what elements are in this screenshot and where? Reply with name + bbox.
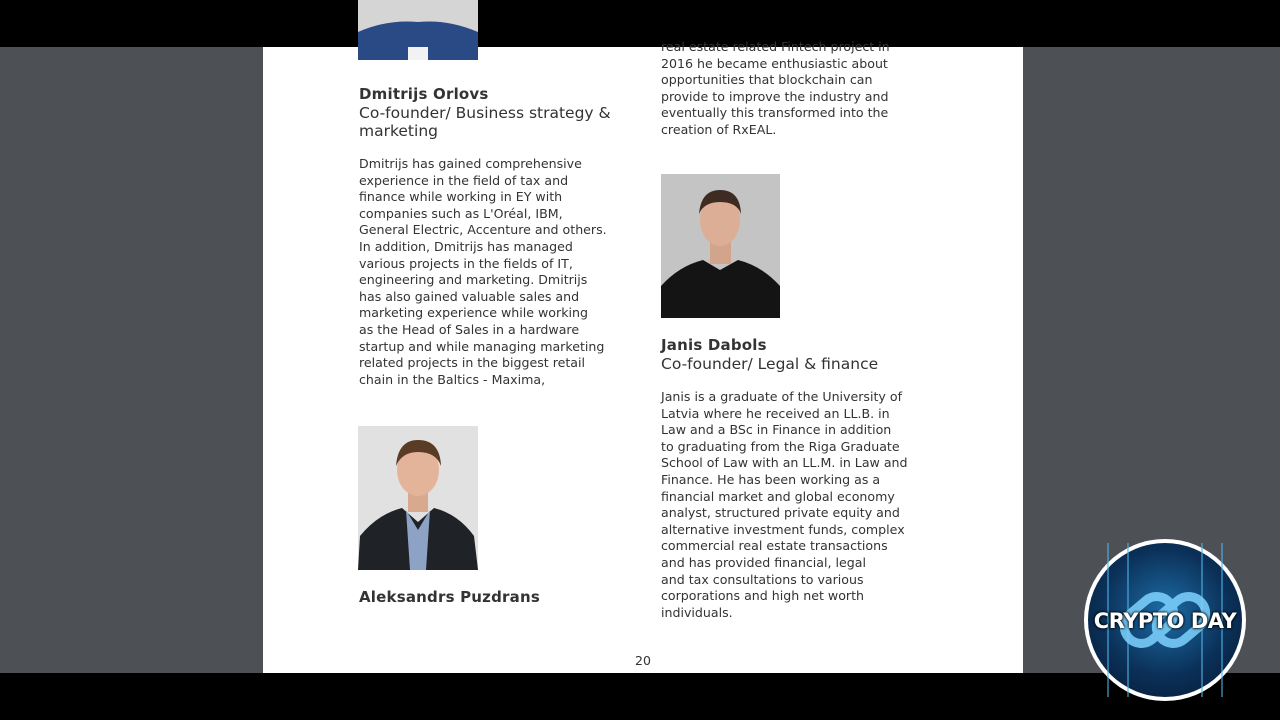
person-role: Co-founder/ Business strategy & marketing bbox=[359, 104, 611, 140]
page-number: 20 bbox=[635, 653, 651, 668]
aleksandrs-photo bbox=[358, 426, 478, 570]
crypto-day-badge bbox=[1084, 539, 1246, 701]
dmitrijs-photo bbox=[358, 0, 478, 60]
person-name: Dmitrijs Orlovs bbox=[359, 85, 489, 103]
video-letterbox-top bbox=[0, 0, 1280, 47]
person-bio: Dmitrijs has gained comprehensive experience in the field of tax and finance while working in EY with companies such as L'Oréal, IBM, General Electric, Accenture and others. In addition, Dmitrijs has managed various projects in the fields of IT, engineering and marketing. Dmitrijs has also gained valuable sales and marketing experience while working as the Head of Sales in a hardware startup and while managing marketing related projects in the biggest retail chain in the Baltics - Maxima, bbox=[359, 156, 607, 387]
person-name: Aleksandrs Puzdrans bbox=[359, 588, 540, 606]
crypto-day-badge-inner bbox=[1088, 543, 1242, 697]
janis-photo bbox=[661, 174, 780, 318]
crypto-day-text: CRYPTO DAY bbox=[1093, 609, 1237, 633]
person-role: Co-founder/ Legal & finance bbox=[661, 355, 879, 373]
person-bio: Janis is a graduate of the University of Latvia where he received an LL.B. in Law and a BSc in Finance in addition to graduating from the Riga Graduate School of Law with an LL.M. in Law and Finance. He has been working as a financial market and global economy analyst, structured private equity and alternative investment funds, complex commercial real estate transactions and has provided financial, legal and tax consultations to various corporations and high net worth individuals. bbox=[661, 389, 908, 620]
document-page[interactable] bbox=[263, 39, 1023, 673]
person-name: Janis Dabols bbox=[661, 336, 767, 354]
bio-continued: real estate related Fintech project in 2016 he became enthusiastic about opportunities that blockchain can provide to improve the industry and eventually this transformed into the creation of RxEAL. bbox=[661, 39, 890, 137]
